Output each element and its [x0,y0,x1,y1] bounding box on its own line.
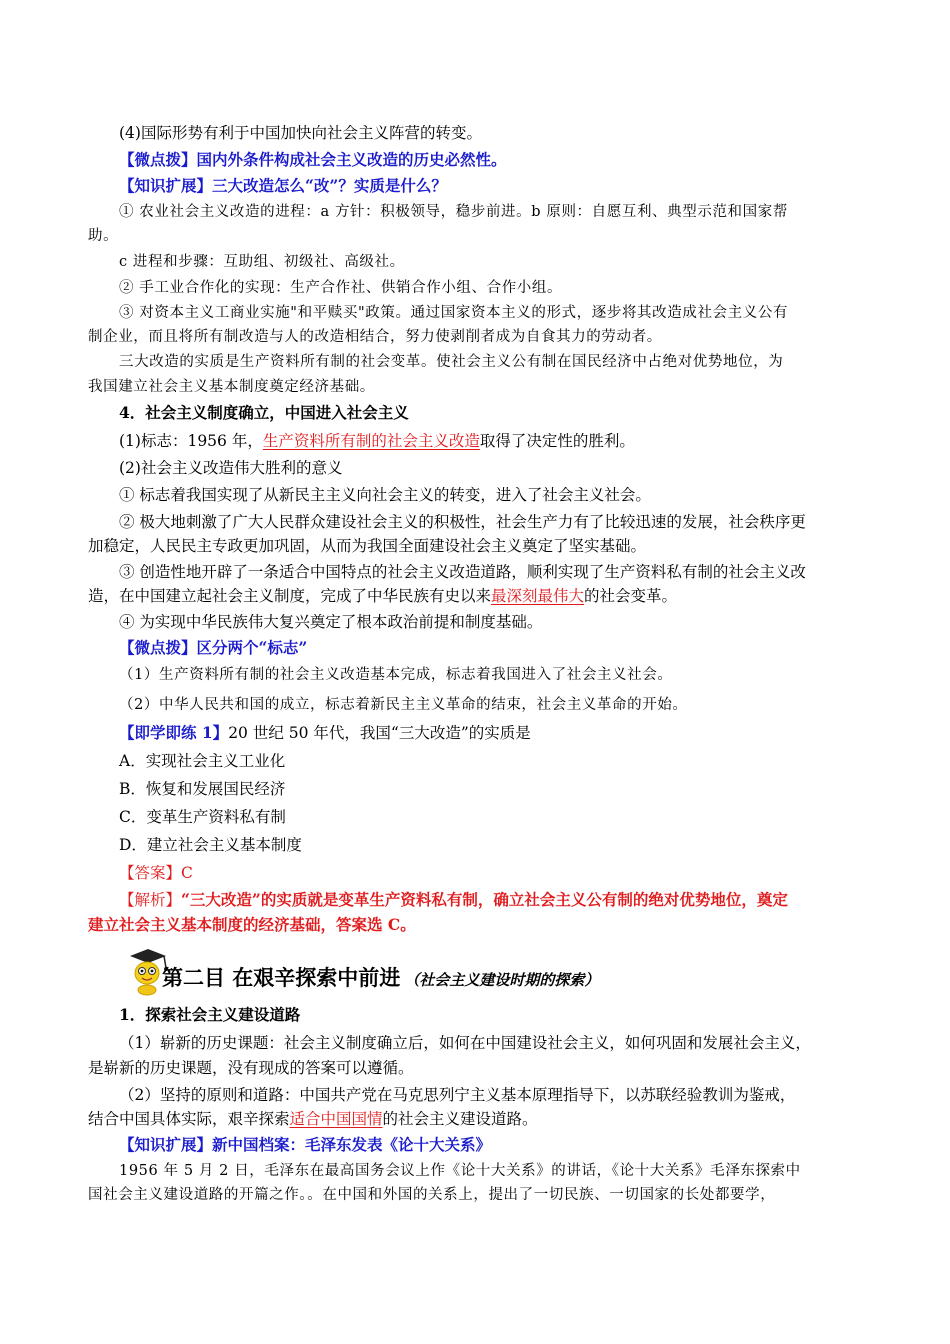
option-a: A．实现社会主义工业化 [119,752,286,770]
paragraph [88,1108,868,1130]
section-title [162,962,599,992]
question-text: 20 世纪 50 年代，我国“三大改造”的实质是 [228,724,531,742]
tip-heading: 【微点拨】国内外条件构成社会主义改造的历史必然性。 [119,150,507,169]
paragraph: (2)社会主义改造伟大胜利的意义 [119,459,343,477]
paragraph: ① 农业社会主义改造的进程：a 方针：积极领导，稳步前进。b 原则：自愿互利、典型示范和国家帮 [119,204,788,220]
paragraph: c 进程和步骤：互助组、初级社、高级社。 [119,254,405,270]
knowledge-extension-heading: 【知识扩展】新中国档案：毛泽东发表《论十大关系》 [119,1135,492,1154]
option-d: D．建立社会主义基本制度 [119,836,302,854]
paragraph: ③ 对资本主义工商业实施"和平赎买"政策。通过国家资本主义的形式，逐步将其改造成社会主义公有 [119,305,789,321]
exercise-label: 【即学即练 1】 [119,723,229,742]
paragraph: ① 标志着我国实现了从新民主主义向社会主义的转变，进入了社会主义社会。 [119,486,651,504]
explanation-text: “三大改造”的实质就是变革生产资料私有制，确立社会主义公有制的绝对优势地位，奠定 [181,890,788,909]
paragraph: (4)国际形势有利于中国加快向社会主义阵营的转变。 [119,124,482,142]
text: (1)标志：1956 年， [119,432,263,450]
paragraph: 三大改造的实质是生产资料所有制的社会变革。使社会主义公有制在国民经济中占绝对优势地位，为 [119,354,784,370]
paragraph [88,585,868,607]
option-c: C．变革生产资料私有制 [119,808,286,826]
paragraph: 加稳定，人民民主专政更加巩固，从而为我国全面建设社会主义奠定了坚实基础。 [88,537,647,555]
paragraph: 制企业，而且将所有制改造与人的改造相结合，努力使剥削者成为自食其力的劳动者。 [88,329,662,345]
section-heading: 1．探索社会主义建设道路 [119,1005,301,1024]
knowledge-extension-heading: 【知识扩展】三大改造怎么“改”？实质是什么？ [119,176,447,195]
paragraph: ③ 创造性地开辟了一条适合中国特点的社会主义改造道路，顺利实现了生产资料私有制的社会主义改 [119,563,806,581]
tip-heading: 【微点拨】区分两个“标志” [119,638,308,657]
explanation [119,889,899,911]
exercise-question [119,722,899,744]
paragraph: ② 极大地刺激了广大人民群众建设社会主义的积极性，社会生产力有了比较迅速的发展，社会秩序更 [119,513,806,531]
answer-label: 【答案】 [119,864,182,882]
text: 的社会主义建设道路。 [382,1110,538,1128]
highlighted-text: 适合中国国情 [289,1110,383,1128]
option-b: B．恢复和发展国民经济 [119,780,286,798]
section-title-text: 第二目 在艰辛探索中前进 [162,966,401,990]
paragraph: （2）中华人民共和国的成立，标志着新民主主义革命的结束，社会主义革命的开始。 [119,697,688,713]
text: 取得了决定性的胜利。 [479,432,635,450]
paragraph: （1）生产资料所有制的社会主义改造基本完成，标志着我国进入了社会主义社会。 [119,667,673,683]
explanation-text: 建立社会主义基本制度的经济基础，答案选 C。 [88,915,416,934]
paragraph: （2）坚持的原则和道路：中国共产党在马克思列宁主义基本原理指导下，以苏联经验教训为鉴戒， [119,1086,796,1104]
highlighted-text: 最深刻最伟大 [491,587,585,605]
paragraph: 我国建立社会主义基本制度奠定经济基础。 [88,379,375,395]
paragraph: 助。 [88,228,119,244]
explanation-label: 【解析】 [119,891,182,909]
text: 造，在中国建立起社会主义制度，完成了中华民族有史以来 [88,587,492,605]
paragraph: 国社会主义建设道路的开篇之作。。在中国和外国的关系上，提出了一切民族、一切国家的长处都要学， [88,1187,776,1203]
paragraph: （1）崭新的历史课题：社会主义制度确立后，如何在中国建设社会主义，如何巩固和发展社会主义， [119,1034,811,1052]
paragraph [119,430,899,452]
highlighted-text: 生产资料所有制的社会主义改造 [262,432,480,450]
answer [119,862,899,884]
answer-value: C [181,864,193,882]
section-subtitle: （社会主义建设时期的探索） [404,971,600,989]
section-heading: 4．社会主义制度确立，中国进入社会主义 [119,403,409,422]
paragraph: 1956 年 5 月 2 日，毛泽东在最高国务会议上作《论十大关系》的讲话，《论十大关系》毛泽东探索中 [119,1163,801,1179]
paragraph: ④ 为实现中华民族伟大复兴奠定了根本政治前提和制度基础。 [119,613,543,631]
text: 的社会变革。 [584,587,678,605]
paragraph: ② 手工业合作化的实现：生产合作社、供销合作小组、合作小组。 [119,280,563,296]
text: 结合中国具体实际，艰辛探索 [88,1110,290,1128]
paragraph: 是崭新的历史课题，没有现成的答案可以遵循。 [88,1059,414,1077]
